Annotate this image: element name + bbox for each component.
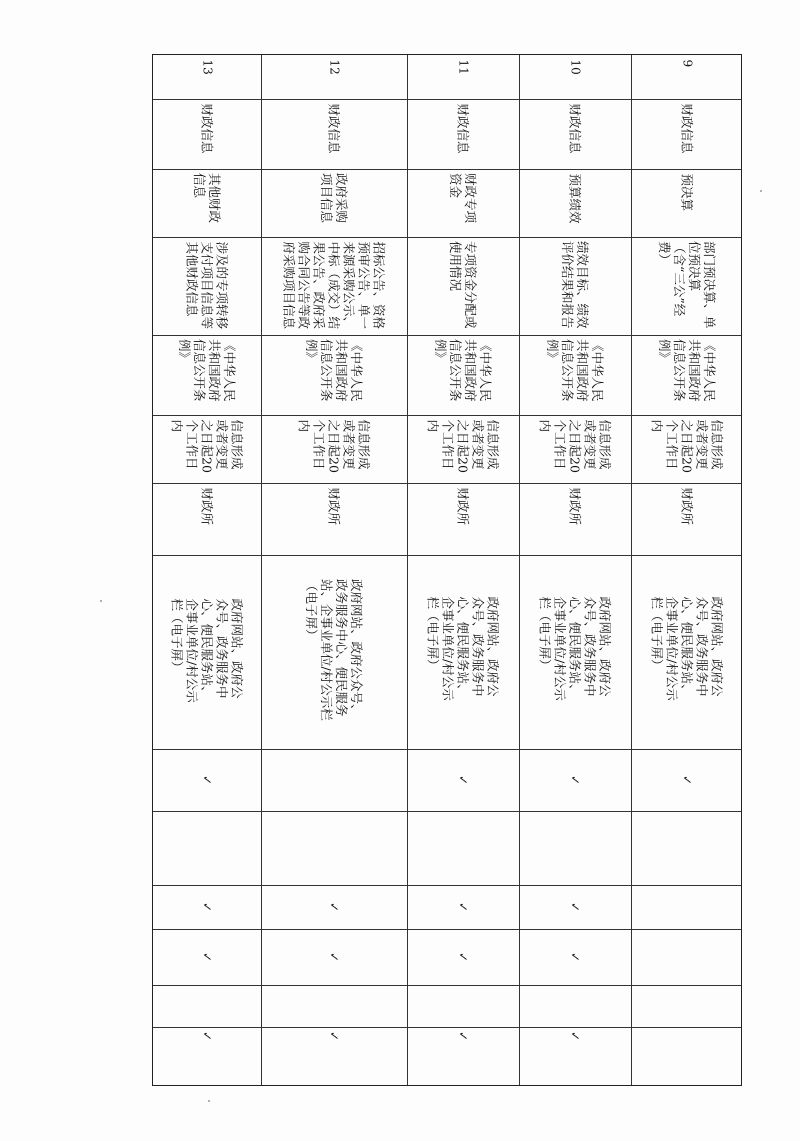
table-cell-number bbox=[153, 55, 261, 99]
cell-text-content: 专项资金分配或使用情况 bbox=[448, 241, 478, 329]
table-cell-time-limit bbox=[407, 415, 519, 483]
cell-text-channel: 政府网站、政府公众号、政务服务中心、便民服务站、企事业单位/村公示栏（电子屏） bbox=[304, 579, 364, 721]
table-cell-subcategory bbox=[519, 169, 631, 237]
table-cell-content bbox=[153, 237, 261, 335]
cell-text-content: 绩效目标、绩效评价结果和报告 bbox=[560, 241, 590, 329]
cell-text-time-limit: 信息形成或者变更之日起20个工作日内 bbox=[649, 419, 725, 473]
table-cell-check bbox=[153, 985, 261, 1087]
table-cell-check bbox=[153, 811, 261, 885]
table-cell-basis bbox=[519, 335, 631, 415]
table-cell-check bbox=[261, 749, 407, 811]
table-cell-department bbox=[261, 483, 407, 555]
disclosure-table bbox=[152, 54, 742, 1086]
table-cell-check bbox=[153, 885, 261, 929]
check-mark-icon: ✓ bbox=[327, 901, 341, 913]
check-mark-icon: ✓ bbox=[456, 951, 470, 963]
cell-text-basis: 《中华人民共和国政府信息公开条例》 bbox=[657, 339, 717, 402]
table-cell-check bbox=[407, 929, 519, 985]
table-cell-check bbox=[631, 985, 743, 1087]
table-cell-check bbox=[519, 929, 631, 985]
cell-text-category: 财政信息 bbox=[326, 103, 342, 154]
check-mark-icon: ✓ bbox=[568, 901, 582, 913]
cell-text-basis: 《中华人民共和国政府信息公开条例》 bbox=[433, 339, 493, 402]
table-cell-check bbox=[153, 749, 261, 811]
table-cell-content bbox=[631, 237, 743, 335]
check-mark-icon: ✓ bbox=[327, 951, 341, 963]
table-cell-check bbox=[153, 929, 261, 985]
cell-text-time-limit: 信息形成或者变更之日起20个工作日内 bbox=[425, 419, 501, 473]
cell-text-subcategory: 财政专项资金 bbox=[448, 173, 478, 224]
check-mark-icon: ✓ bbox=[200, 901, 214, 913]
cell-text-time-limit: 信息形成或者变更之日起20个工作日内 bbox=[296, 419, 372, 473]
check-mark-icon: ✓ bbox=[456, 1030, 470, 1042]
cell-text-basis: 《中华人民共和国政府信息公开条例》 bbox=[545, 339, 605, 402]
cell-text-channel: 政府网站、政府公众号、政务服务中心、便民服务站、企事业单位/村公示栏（电子屏） bbox=[537, 596, 613, 701]
table-cell-channel bbox=[261, 555, 407, 749]
table-cell-category bbox=[631, 99, 743, 169]
check-mark-icon: ✓ bbox=[200, 774, 214, 786]
check-mark-icon: ✓ bbox=[568, 1030, 582, 1042]
table-cell-time-limit bbox=[261, 415, 407, 483]
table-cell-subcategory bbox=[261, 169, 407, 237]
cell-text-number: 10 bbox=[568, 59, 583, 75]
cell-text-channel: 政府网站、政府公众号、政务服务中心、便民服务站、企事业单位/村公示栏（电子屏） bbox=[425, 596, 501, 701]
table-cell-check bbox=[261, 885, 407, 929]
table-cell-check bbox=[407, 885, 519, 929]
cell-text-number: 12 bbox=[327, 59, 342, 75]
cell-text-number: 11 bbox=[456, 59, 471, 75]
table-cell-basis bbox=[261, 335, 407, 415]
table-cell-check bbox=[631, 929, 743, 985]
table-cell-check bbox=[261, 985, 407, 1087]
cell-text-category: 财政信息 bbox=[199, 103, 215, 154]
check-mark-icon: ✓ bbox=[568, 774, 582, 786]
table-cell-subcategory bbox=[407, 169, 519, 237]
cell-text-subcategory: 其他财政信息 bbox=[192, 173, 222, 224]
table-cell-subcategory bbox=[631, 169, 743, 237]
table-cell-time-limit bbox=[631, 415, 743, 483]
table-cell-channel bbox=[407, 555, 519, 749]
cell-text-content: 部门预决算、单位预决算（含“三公”经费） bbox=[657, 241, 717, 329]
table-cell-channel bbox=[631, 555, 743, 749]
table-cell-content bbox=[519, 237, 631, 335]
cell-text-category: 财政信息 bbox=[679, 103, 695, 154]
cell-text-basis: 《中华人民共和国政府信息公开条例》 bbox=[304, 339, 364, 402]
table-cell-check bbox=[519, 885, 631, 929]
scan-speck bbox=[208, 1100, 210, 1102]
cell-text-subcategory: 预算绩效 bbox=[567, 173, 583, 224]
table-cell-check bbox=[261, 811, 407, 885]
cell-text-content: 招标公告、资格预审公告、单一来源采购公示、中标（成交）结果公告、政府采购合同公告等政府采购项目信息 bbox=[281, 241, 387, 329]
table-cell-basis bbox=[153, 335, 261, 415]
table-cell-check bbox=[631, 885, 743, 929]
table-cell-time-limit bbox=[153, 415, 261, 483]
table-cell-department bbox=[153, 483, 261, 555]
cell-text-department: 财政所 bbox=[679, 487, 695, 525]
table-cell-check bbox=[519, 985, 631, 1087]
table-cell-check bbox=[519, 811, 631, 885]
table-cell-department bbox=[407, 483, 519, 555]
check-mark-icon: ✓ bbox=[200, 951, 214, 963]
table-cell-number bbox=[261, 55, 407, 99]
cell-text-number: 13 bbox=[200, 59, 215, 75]
table-cell-category bbox=[407, 99, 519, 169]
table-cell-basis bbox=[407, 335, 519, 415]
table-cell-basis bbox=[631, 335, 743, 415]
table-cell-check bbox=[631, 811, 743, 885]
cell-text-department: 财政所 bbox=[455, 487, 471, 525]
table-cell-content bbox=[261, 237, 407, 335]
check-mark-icon: ✓ bbox=[327, 1030, 341, 1042]
cell-text-department: 财政所 bbox=[567, 487, 583, 525]
table-cell-content bbox=[407, 237, 519, 335]
table-cell-category bbox=[261, 99, 407, 169]
table-cell-channel bbox=[153, 555, 261, 749]
check-mark-icon: ✓ bbox=[200, 1030, 214, 1042]
table-cell-number bbox=[407, 55, 519, 99]
cell-text-basis: 《中华人民共和国政府信息公开条例》 bbox=[177, 339, 237, 402]
table-cell-check bbox=[631, 749, 743, 811]
table-cell-check bbox=[407, 985, 519, 1087]
cell-text-subcategory: 预决算 bbox=[679, 173, 695, 211]
table-cell-category bbox=[519, 99, 631, 169]
cell-text-subcategory: 政府采购项目信息 bbox=[319, 173, 349, 224]
cell-text-channel: 政府网站、政府公众号、政务服务中心、便民服务站、企事业单位/村公示栏（电子屏） bbox=[169, 598, 245, 703]
scan-speck bbox=[100, 600, 102, 602]
table-cell-time-limit bbox=[519, 415, 631, 483]
check-mark-icon: ✓ bbox=[568, 951, 582, 963]
table-cell-subcategory bbox=[153, 169, 261, 237]
cell-text-category: 财政信息 bbox=[567, 103, 583, 154]
table-cell-category bbox=[153, 99, 261, 169]
table-cell-check bbox=[261, 929, 407, 985]
table-cell-number bbox=[519, 55, 631, 99]
check-mark-icon: ✓ bbox=[456, 901, 470, 913]
table-cell-check bbox=[407, 811, 519, 885]
cell-text-time-limit: 信息形成或者变更之日起20个工作日内 bbox=[169, 419, 245, 473]
cell-text-time-limit: 信息形成或者变更之日起20个工作日内 bbox=[537, 419, 613, 473]
table-cell-check bbox=[407, 749, 519, 811]
cell-text-content: 涉及的专项转移支付项目信息等其他财政信息 bbox=[184, 241, 230, 329]
table-cell-department bbox=[519, 483, 631, 555]
cell-text-number: 9 bbox=[680, 59, 695, 67]
cell-text-channel: 政府网站、政府公众号、政务服务中心、便民服务站、企事业单位/村公示栏（电子屏） bbox=[649, 596, 725, 701]
table-cell-check bbox=[519, 749, 631, 811]
scan-speck bbox=[760, 190, 762, 192]
cell-text-department: 财政所 bbox=[326, 487, 342, 525]
table-cell-number bbox=[631, 55, 743, 99]
cell-text-category: 财政信息 bbox=[455, 103, 471, 154]
check-mark-icon: ✓ bbox=[680, 774, 694, 786]
table-cell-channel bbox=[519, 555, 631, 749]
check-mark-icon: ✓ bbox=[456, 774, 470, 786]
table-cell-department bbox=[631, 483, 743, 555]
cell-text-department: 财政所 bbox=[199, 487, 215, 525]
